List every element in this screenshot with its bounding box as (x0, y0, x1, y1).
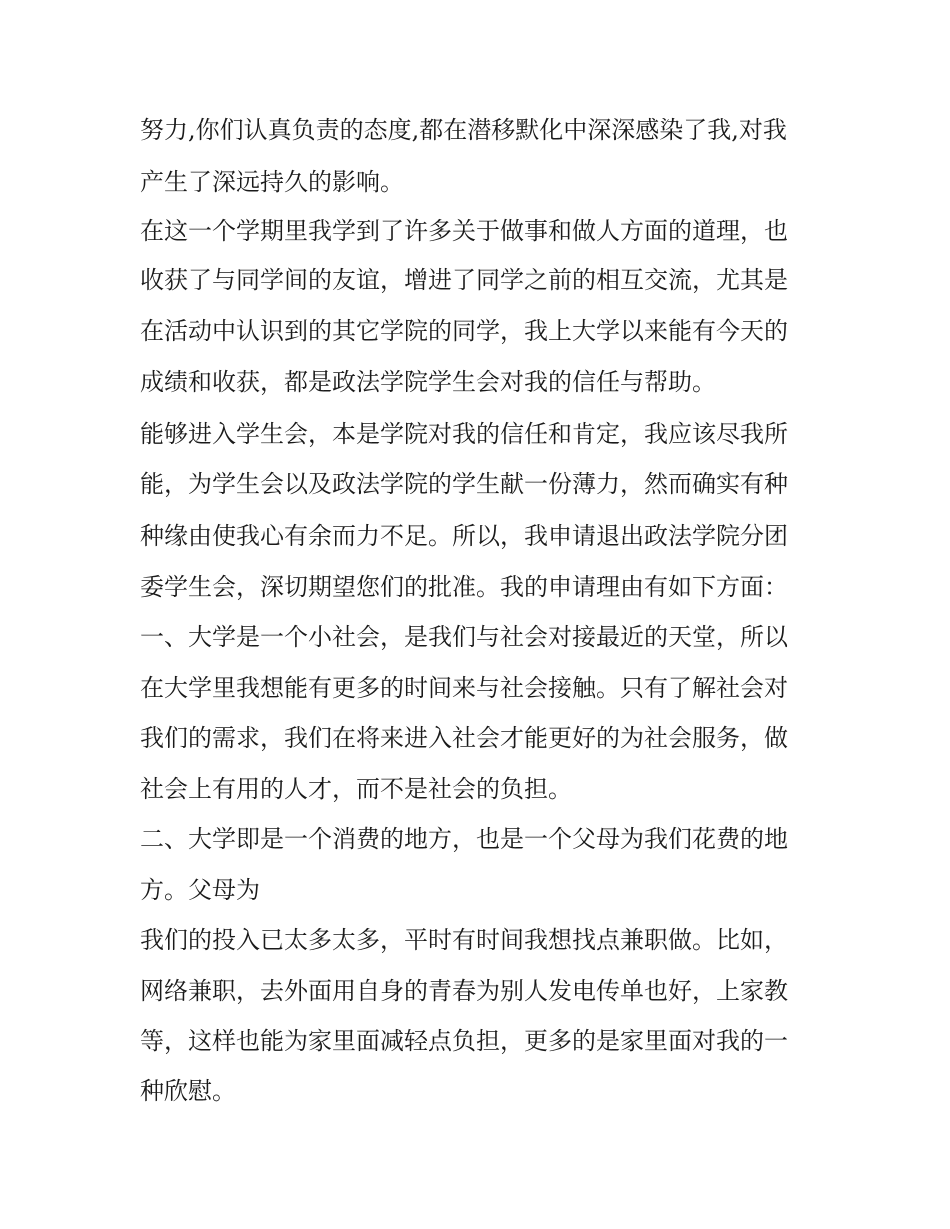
text-line: 等，这样也能为家里面减轻点负担，更多的是家里面对我的一 (140, 1027, 788, 1055)
text-line: 能，为学生会以及政法学院的学生献一份薄力，然而确实有种 (140, 470, 788, 498)
text-line: 委学生会，深切期望您们的批准。我的申请理由有如下方面： (140, 573, 788, 601)
text-line: 成绩和收获，都是政法学院学生会对我的信任与帮助。 (140, 368, 716, 396)
text-line: 种欣慰。 (140, 1077, 236, 1105)
text-line: 在这一个学期里我学到了许多关于做事和做人方面的道理，也 (140, 217, 788, 245)
text-line: 努力,你们认真负责的态度,都在潜移默化中深深感染了我,对我 (140, 116, 787, 144)
text-line: 产生了深远持久的影响。 (140, 168, 404, 196)
text-line: 在活动中认识到的其它学院的同学，我上大学以来能有今天的 (140, 317, 788, 345)
text-line: 方。父母为 (140, 876, 260, 904)
text-line: 二、大学即是一个消费的地方，也是一个父母为我们花费的地 (140, 825, 788, 853)
text-line: 一、大学是一个小社会，是我们与社会对接最近的天堂，所以 (140, 623, 788, 651)
text-line: 我们的投入已太多太多，平时有时间我想找点兼职做。比如， (140, 926, 788, 954)
text-line: 社会上有用的人才，而不是社会的负担。 (140, 775, 572, 803)
text-line: 我们的需求，我们在将来进入社会才能更好的为社会服务，做 (140, 724, 788, 752)
text-line: 收获了与同学间的友谊，增进了同学之前的相互交流，尤其是 (140, 266, 788, 294)
text-line: 能够进入学生会，本是学院对我的信任和肯定，我应该尽我所 (140, 420, 788, 448)
text-line: 种缘由使我心有余而力不足。所以，我申请退出政法学院分团 (140, 522, 788, 550)
text-line: 在大学里我想能有更多的时间来与社会接触。只有了解社会对 (140, 674, 788, 702)
text-line: 网络兼职，去外面用自身的青春为别人发电传单也好，上家教 (140, 977, 788, 1005)
